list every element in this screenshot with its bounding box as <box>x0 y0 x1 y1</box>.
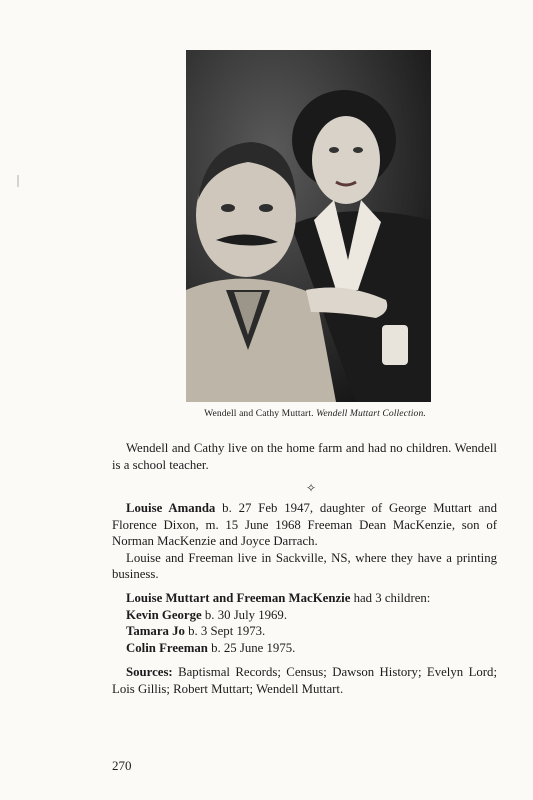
page-number: 270 <box>112 758 132 773</box>
sources-text: Baptismal Records; Census; Dawson History; Evelyn Lord; Lois Gillis; Robert Muttart; Wendell Muttart. <box>112 665 497 696</box>
children-list <box>112 590 497 656</box>
sources-label: Sources: <box>126 665 173 679</box>
children-heading: Louise Muttart and Freeman MacKenzie had 3 children: <box>126 591 431 605</box>
paragraph-wendell <box>112 440 497 473</box>
sources-paragraph <box>112 664 497 697</box>
portrait-photo-icon <box>186 50 431 402</box>
caption-text: Wendell and Cathy Muttart. <box>204 408 314 419</box>
child-item: Tamara Jo b. 3 Sept 1973. <box>126 624 266 639</box>
photo-caption <box>150 408 480 419</box>
caption-credit: Wendell Muttart Collection. <box>316 408 426 419</box>
paragraph-text-2: Louise and Freeman live in Sackville, NS, where they have a printing business. <box>112 550 497 582</box>
portrait-photo <box>186 50 431 402</box>
paragraph-louise <box>112 500 497 583</box>
child-item: Colin Freeman b. 25 June 1975. <box>126 640 296 655</box>
paragraph-text: b. 27 Feb 1947, daughter of George Muttart and Florence Dixon, m. 15 June 1968 Freeman Dean MacKenzie, son of Norman MacKenzie and Joyce Darrach. <box>112 501 497 549</box>
paragraph-text: Wendell and Cathy live on the home farm and had no children. Wendell is a school teacher. <box>112 441 497 472</box>
scan-mark <box>17 175 19 187</box>
child-item: Kevin George b. 30 July 1969. <box>126 607 288 622</box>
divider-ornament: ✧ <box>306 481 317 495</box>
person-name: Louise Amanda <box>126 501 216 515</box>
